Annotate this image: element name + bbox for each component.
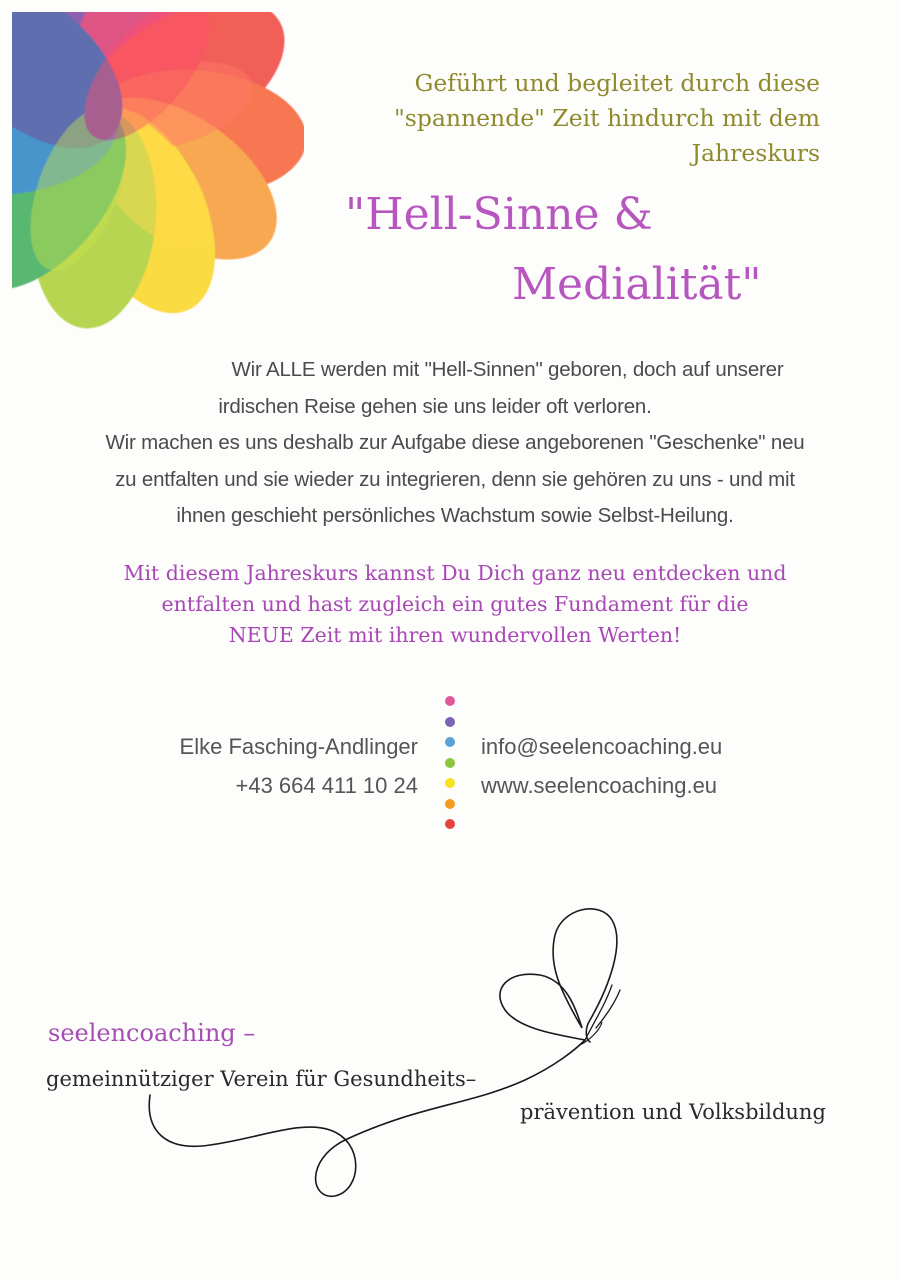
rainbow-dot [445, 778, 455, 788]
rainbow-dots-divider [443, 696, 457, 832]
highlight-line: entfalten und hast zugleich ein gutes Fundament für die [161, 592, 749, 616]
intro-line: Geführt und begleitet durch diese [414, 69, 820, 97]
intro-line: "spannende" Zeit hindurch mit dem [393, 104, 820, 132]
description-text [60, 352, 850, 535]
contact-person [180, 727, 418, 805]
rainbow-dot [445, 696, 455, 706]
rainbow-dot [445, 717, 455, 727]
description-line: Wir machen es uns deshalb zur Aufgabe diese angeborenen "Geschenke" neu [105, 431, 805, 454]
organization-description-line-2: prävention und Volksbildung [520, 1100, 826, 1124]
description-line: irdischen Reise gehen sie uns leider oft verloren. [218, 394, 652, 418]
contact-phone[interactable]: +43 664 411 10 24 [235, 773, 418, 798]
contact-email-link[interactable]: info@seelencoaching.eu [481, 734, 723, 759]
intro-line: Jahreskurs [691, 139, 820, 167]
description-line: ihnen geschieht persönliches Wachstum sowie Selbst-Heilung. [176, 504, 734, 527]
butterfly-swirl-drawing [0, 890, 902, 1220]
highlight-line: Mit diesem Jahreskurs kannst Du Dich ganz neu entdecken und [123, 561, 787, 585]
course-title-line-2: Medialität" [512, 259, 762, 310]
contact-online [481, 727, 722, 805]
rainbow-dot [445, 799, 455, 809]
intro-text [340, 66, 820, 171]
rainbow-flower-logo [12, 12, 304, 342]
description-line: zu entfalten und sie wieder zu integrieren, denn sie gehören zu uns - und mit [115, 467, 795, 491]
rainbow-dot [445, 737, 455, 747]
course-title-line-1: "Hell-Sinne & [345, 189, 653, 240]
rainbow-dot [445, 819, 455, 829]
organization-name: seelencoaching – [48, 1019, 256, 1047]
contact-name: Elke Fasching-Andlinger [179, 734, 418, 759]
highlight-text [60, 558, 850, 651]
rainbow-dot [445, 758, 455, 768]
description-line: Wir ALLE werden mit "Hell-Sinnen" geboren, doch auf unserer [231, 358, 784, 381]
highlight-line: NEUE Zeit mit ihren wundervollen Werten! [228, 623, 682, 647]
contact-website-link[interactable]: www.seelencoaching.eu [481, 773, 718, 798]
organization-description-line-1: gemeinnütziger Verein für Gesundheits– [46, 1067, 477, 1091]
